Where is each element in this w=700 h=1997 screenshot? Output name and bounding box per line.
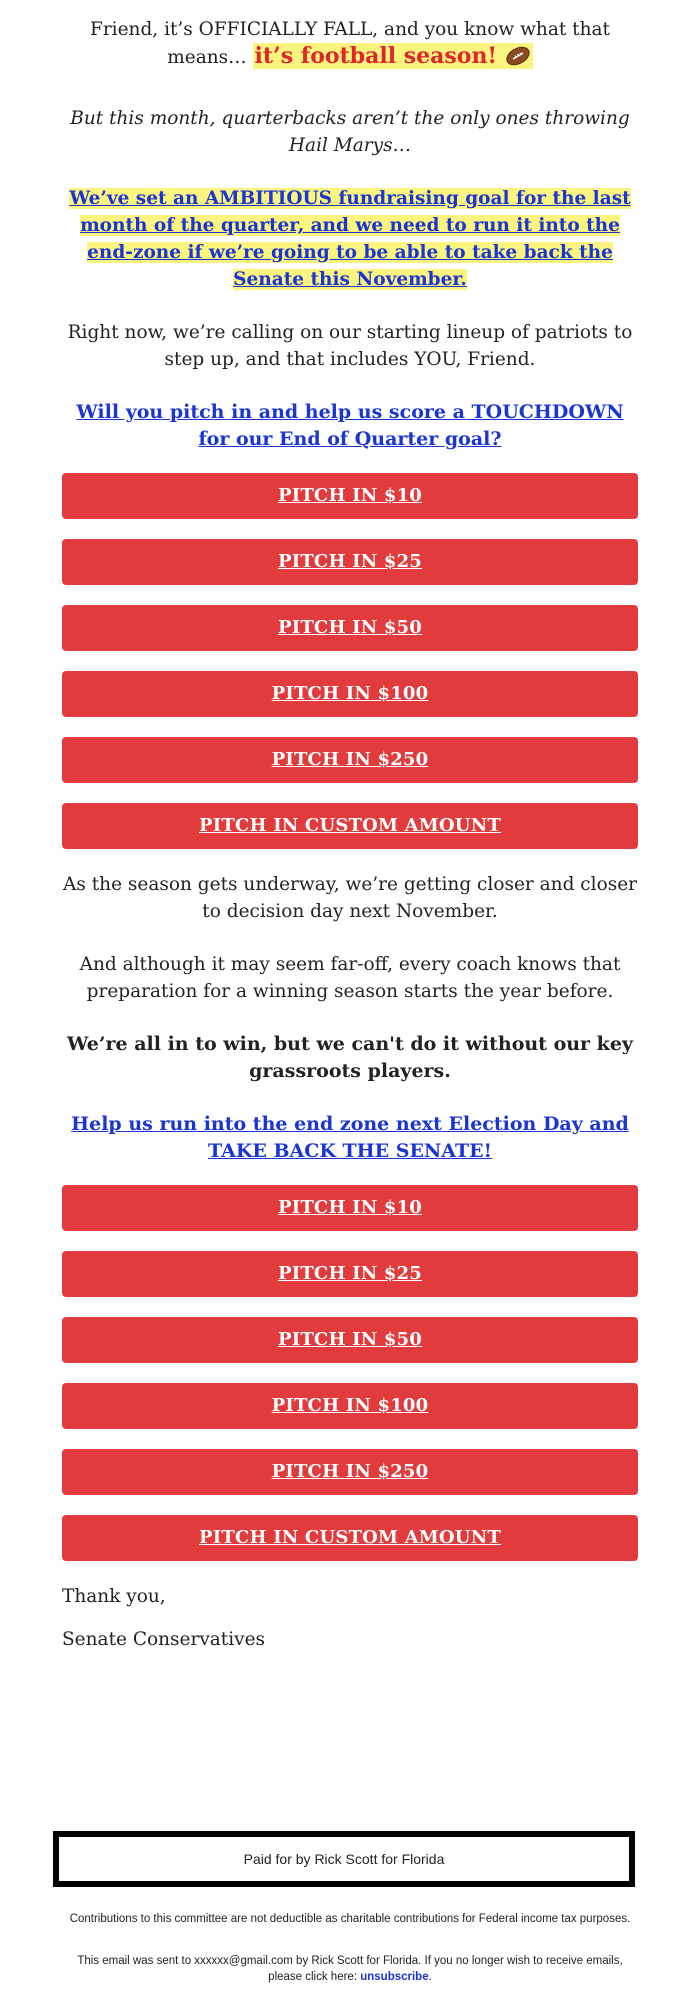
tax-disclaimer: Contributions to this committee are not deductible as charitable contributions for Federal income tax purposes. xyxy=(69,1913,631,1925)
pitch-in-100-button[interactable]: PITCH IN $100 xyxy=(62,671,638,717)
season-paragraph: As the season gets underway, we’re getting closer and closer to decision day next November. xyxy=(63,874,637,922)
pitch-in-100-button[interactable]: PITCH IN $100 xyxy=(62,1383,638,1429)
football-season-highlight: it’s football season! xyxy=(253,43,533,69)
signoff: Thank you, xyxy=(62,1586,166,1607)
donation-buttons-bottom xyxy=(62,1185,638,1561)
pitch-in-50-button[interactable]: PITCH IN $50 xyxy=(62,605,638,651)
hail-mary-line: But this month, quarterbacks aren’t the only ones throwing Hail Marys… xyxy=(70,108,630,156)
fundraising-goal-link[interactable]: We’ve set an AMBITIOUS fundraising goal for the last month of the quarter, and we need to run it into the end-zone if we’re going to be able to take back the Senate this November. xyxy=(69,188,631,290)
pitch-in-250-button[interactable]: PITCH IN $250 xyxy=(62,737,638,783)
paid-for-text: Paid for by Rick Scott for Florida xyxy=(243,1851,445,1867)
intro-lead: Friend, it’s OFFICIALLY FALL, and you know what that means… xyxy=(90,19,610,68)
pitch-in-custom-button[interactable]: PITCH IN CUSTOM AMOUNT xyxy=(62,803,638,849)
football-icon xyxy=(505,46,531,73)
pitch-in-custom-button[interactable]: PITCH IN CUSTOM AMOUNT xyxy=(62,1515,638,1561)
signature: Senate Conservatives xyxy=(62,1629,266,1650)
donation-buttons-top xyxy=(62,473,638,849)
email-body xyxy=(62,0,638,1653)
all-in-paragraph: We’re all in to win, but we can't do it without our key grassroots players. xyxy=(67,1033,633,1082)
sent-to-period: . xyxy=(428,1971,432,1983)
paid-for-box xyxy=(53,1831,635,1887)
touchdown-ask-link[interactable]: Will you pitch in and help us score a TOUCHDOWN for our End of Quarter goal? xyxy=(76,401,624,450)
calling-paragraph: Right now, we’re calling on our starting lineup of patriots to step up, and that includes YOU, Friend. xyxy=(67,322,633,370)
coach-paragraph: And although it may seem far-off, every coach knows that preparation for a winning season starts the year before. xyxy=(79,954,621,1002)
pitch-in-10-button[interactable]: PITCH IN $10 xyxy=(62,1185,638,1231)
sent-to-notice xyxy=(60,1953,640,1985)
sent-to-text: This email was sent to xxxxxx@gmail.com by Rick Scott for Florida. If you no longer wish to receive emails, please click here: xyxy=(77,1955,623,1983)
pitch-in-250-button[interactable]: PITCH IN $250 xyxy=(62,1449,638,1495)
pitch-in-10-button[interactable]: PITCH IN $10 xyxy=(62,473,638,519)
pitch-in-50-button[interactable]: PITCH IN $50 xyxy=(62,1317,638,1363)
goal-paragraph xyxy=(62,185,638,293)
unsubscribe-link[interactable]: unsubscribe xyxy=(360,1971,429,1983)
senate-ask-link[interactable]: Help us run into the end zone next Election Day and TAKE BACK THE SENATE! xyxy=(71,1113,629,1162)
intro-paragraph xyxy=(62,16,638,73)
pitch-in-25-button[interactable]: PITCH IN $25 xyxy=(62,1251,638,1297)
pitch-in-25-button[interactable]: PITCH IN $25 xyxy=(62,539,638,585)
